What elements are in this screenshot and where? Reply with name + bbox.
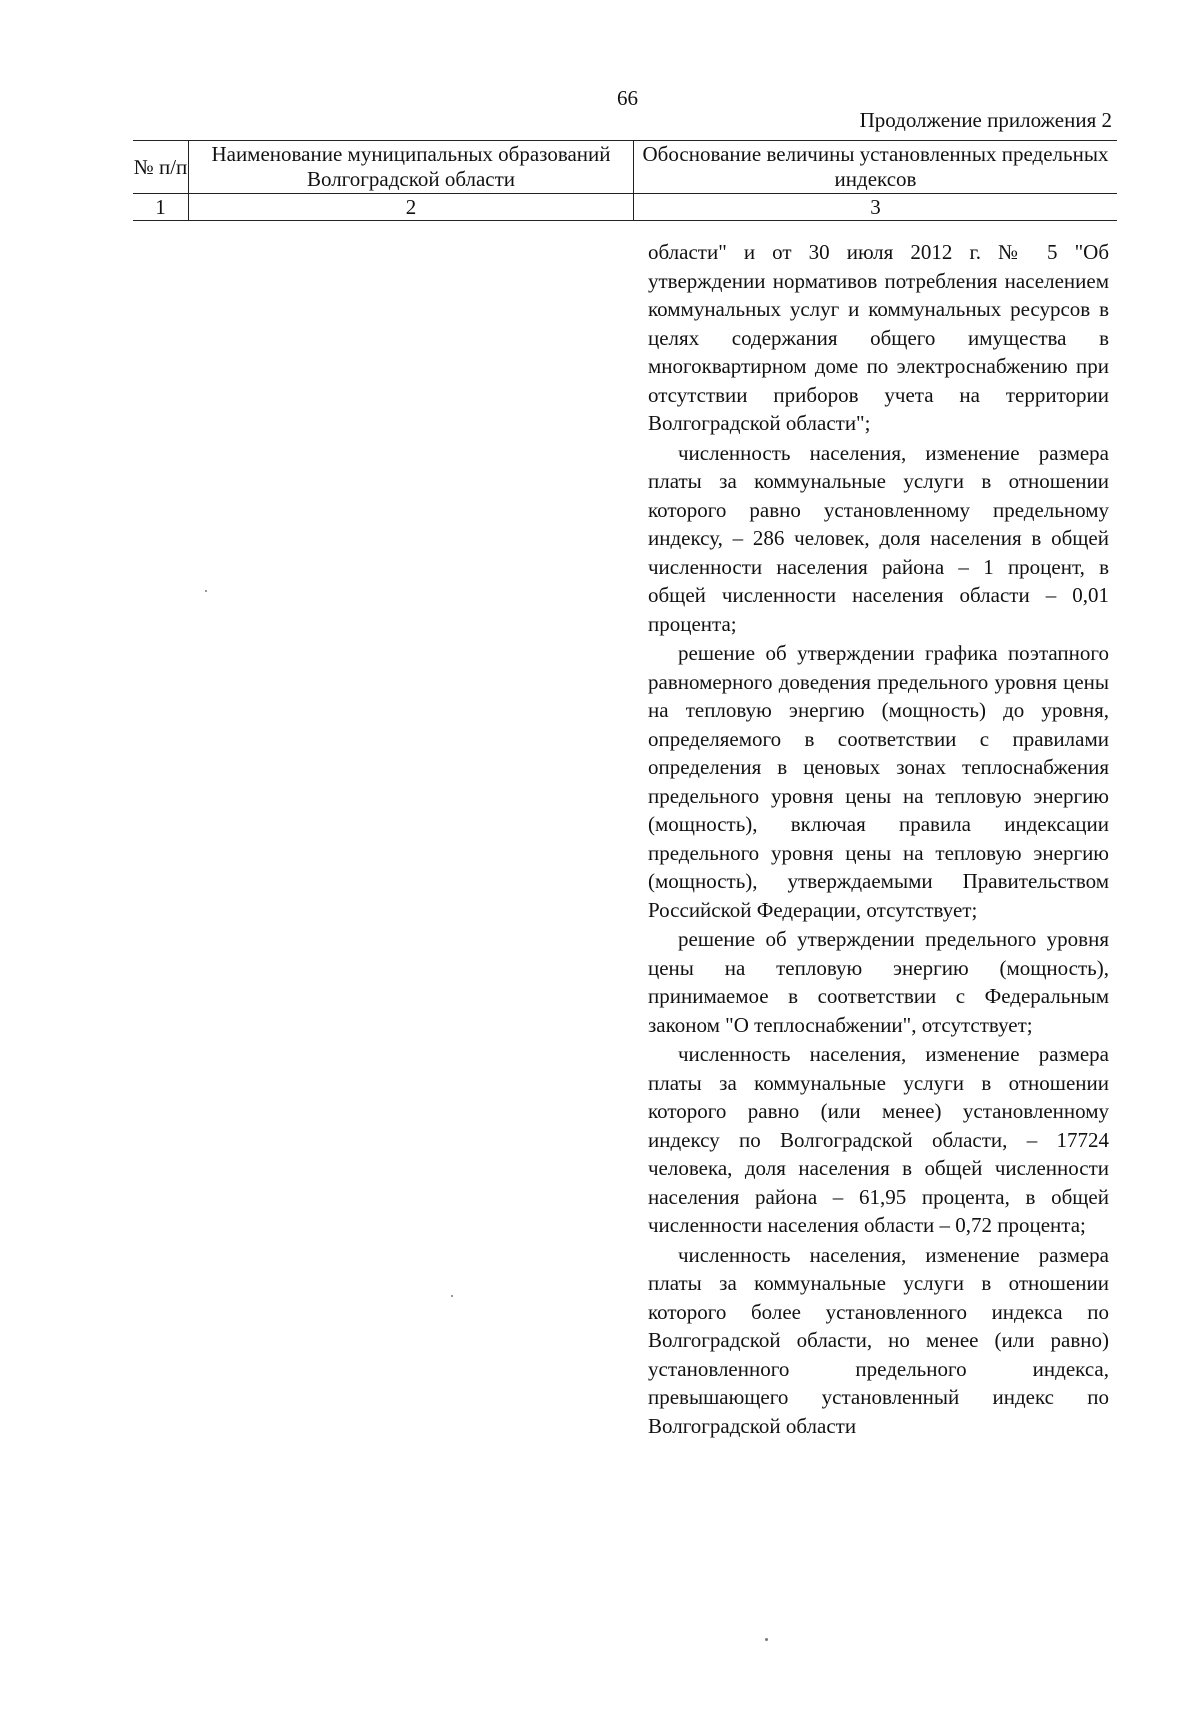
continuation-note: Продолжение приложения 2 bbox=[859, 108, 1112, 132]
paragraph: численность населения, изменение размера платы за коммунальные услуги в отношении которого более установленного индекса по Волгоградской области, но менее (или равно) установленного предельного индекса, превышающего установленный индекс по Волгоградской области bbox=[648, 1242, 1109, 1438]
scan-speck bbox=[451, 1295, 453, 1297]
appendix-table bbox=[133, 140, 1117, 221]
paragraph: численность населения, изменение размера платы за коммунальные услуги в отношении которого равно (или менее) установленному индексу по Волгоградской области, – 17724 человека, доля населения в общей численности населения района – 61,95 процента, в общей численности населения области – 0,72 процента; bbox=[648, 1042, 1109, 1237]
paragraph: решение об утверждении предельного уровня цены на тепловую энергию (мощность), принимаемое в соответствии с Федеральным законом "О теплоснабжении", отсутствует; bbox=[648, 927, 1109, 1037]
table-column-number-row bbox=[133, 194, 1117, 221]
column-number-3: 3 bbox=[634, 194, 1118, 221]
scan-speck bbox=[765, 1638, 768, 1641]
header-number: № п/п bbox=[133, 141, 189, 194]
scan-speck bbox=[205, 590, 207, 592]
page-number: 66 bbox=[617, 86, 638, 110]
paragraph: решение об утверждении графика поэтапного равномерного доведения предельного уровня цены на тепловую энергию (мощность) до уровня, определяемого в соответствии с правилами определения в ценовых зонах теплоснабжения предельного уровня цены на тепловую энергию (мощность), включая правила индексации предельного уровня цены на тепловую энергию (мощность), утверждаемыми Правительством Российской Федерации, отсутствует; bbox=[648, 641, 1109, 922]
column-number-2: 2 bbox=[189, 194, 634, 221]
paragraph: области" и от 30 июля 2012 г. № 5 "Об утверждении нормативов потребления населением коммунальных услуг и коммунальных ресурсов в целях содержания общего имущества в многоквартирном доме по электроснабжению при отсутствии приборов учета на территории Волгоградской области"; bbox=[648, 240, 1109, 435]
header-municipality-name: Наименование муниципальных образований Волгоградской области bbox=[189, 141, 634, 194]
header-justification: Обоснование величины установленных предельных индексов bbox=[634, 141, 1118, 194]
table-header-row bbox=[133, 141, 1117, 194]
column-number-1: 1 bbox=[133, 194, 189, 221]
justification-text bbox=[648, 238, 1109, 1440]
paragraph: численность населения, изменение размера платы за коммунальные услуги в отношении которого равно установленному предельному индексу, – 286 человек, доля населения в общей численности населения района – 1 процент, в общей численности населения области – 0,01 процента; bbox=[648, 440, 1109, 636]
